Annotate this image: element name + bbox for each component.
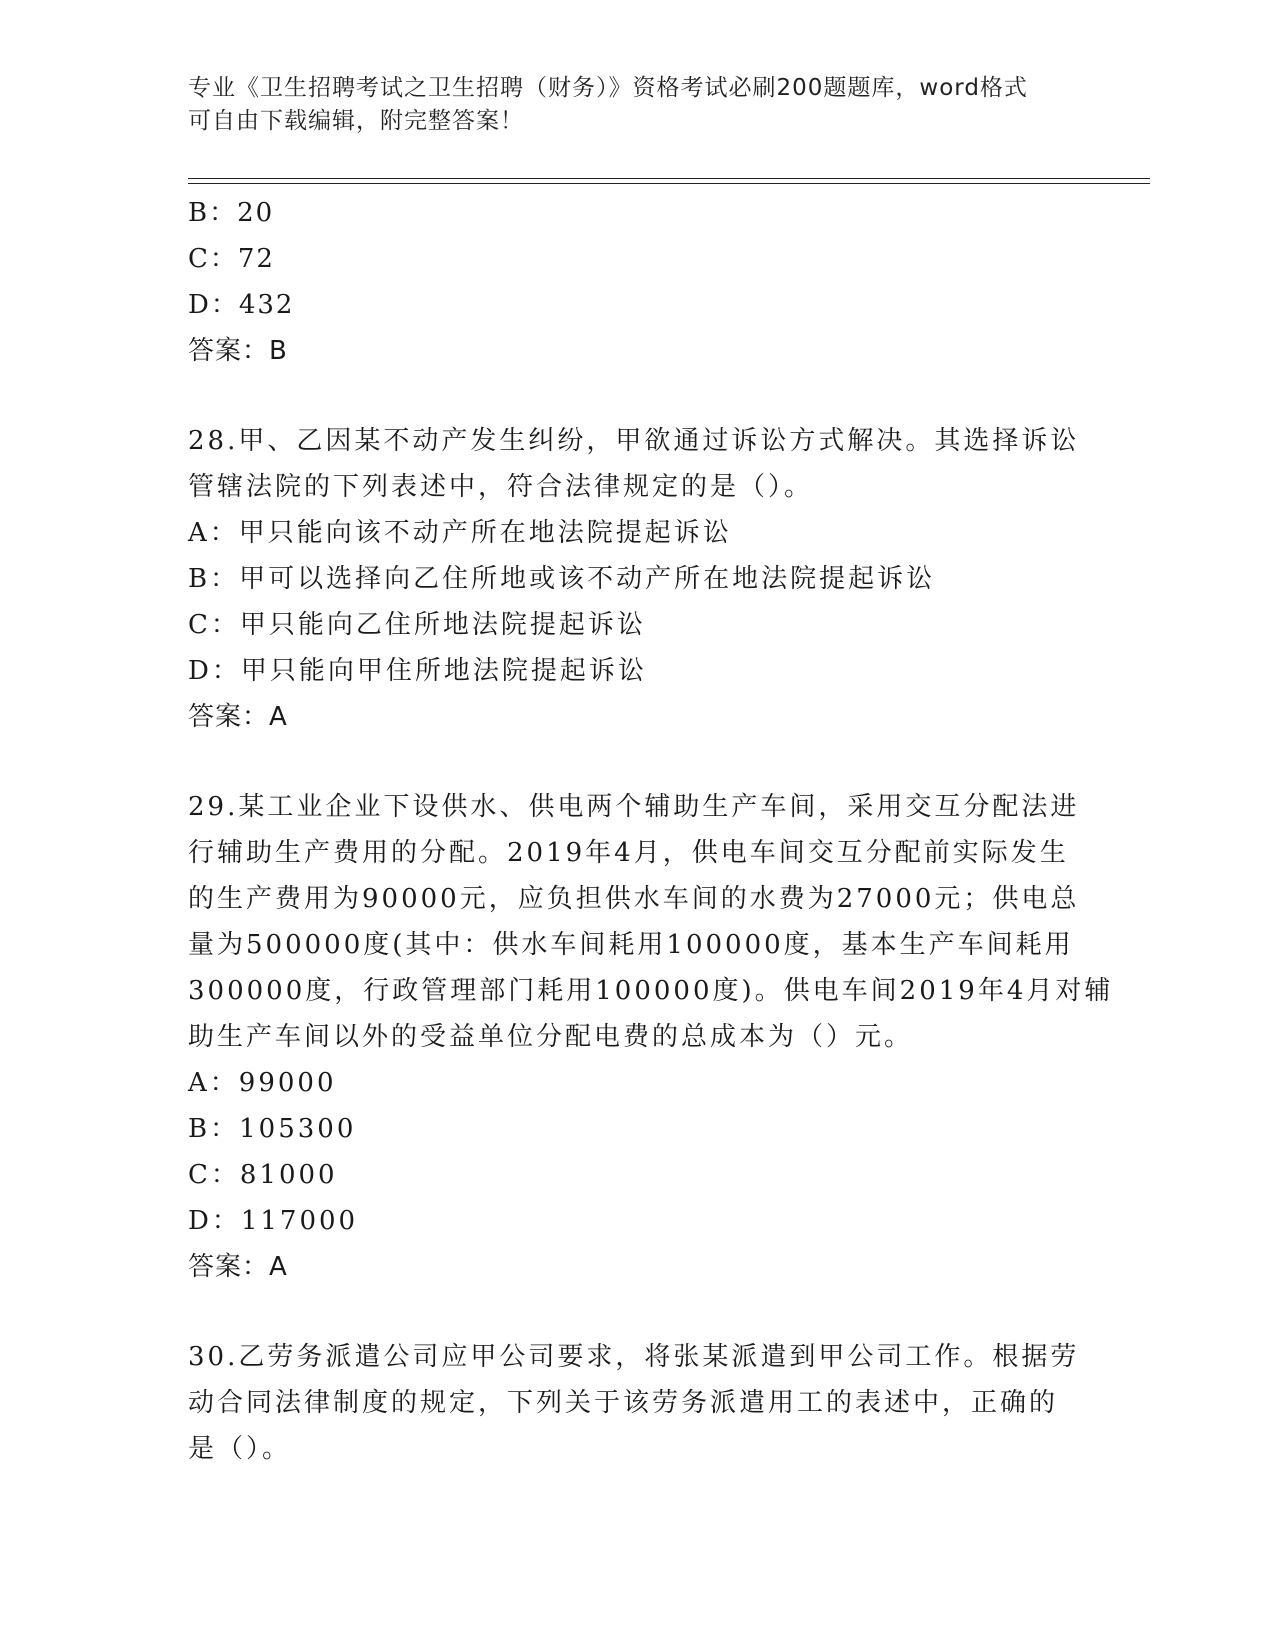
- option-d: D：甲只能向甲住所地法院提起诉讼: [188, 656, 647, 686]
- question-29: [188, 784, 1114, 1244]
- question-text-line: 量为500000度(其中：供水车间耗用100000度，基本生产车间耗用: [188, 930, 1074, 960]
- option-c: C：72: [188, 244, 275, 274]
- spacer: [188, 374, 1088, 418]
- option-d: D：117000: [188, 1206, 359, 1236]
- question-text-line: 30.乙劳务派遣公司应甲公司要求，将张某派遣到甲公司工作。根据劳: [188, 1342, 1080, 1372]
- header-divider: [188, 178, 1150, 184]
- question-text-line: 助生产车间以外的受益单位分配电费的总成本为（）元。: [188, 1022, 914, 1052]
- page-header: [188, 72, 1088, 138]
- spacer: [188, 1290, 1088, 1334]
- question-28-answer: 答案：A: [188, 702, 288, 732]
- option-d: D：432: [188, 290, 295, 320]
- question-text-line: 29.某工业企业下设供水、供电两个辅助生产车间，采用交互分配法进: [188, 792, 1080, 822]
- document-body: [188, 190, 1114, 1472]
- question-text-line: 的生产费用为90000元，应负担供水车间的水费为27000元；供电总: [188, 884, 1080, 914]
- option-c: C：81000: [188, 1160, 338, 1190]
- question-text-line: 是（）。: [188, 1434, 292, 1464]
- question-text-line: 动合同法律制度的规定，下列关于该劳务派遣用工的表述中，正确的: [188, 1388, 1059, 1418]
- option-a: A：甲只能向该不动产所在地法院提起诉讼: [188, 518, 732, 548]
- spacer: [188, 740, 1088, 784]
- question-29-answer: 答案：A: [188, 1252, 288, 1282]
- option-b: B：105300: [188, 1114, 357, 1144]
- question-text-line: 管辖法院的下列表述中，符合法律规定的是（）。: [188, 472, 814, 502]
- question-text-line: 300000度，行政管理部门耗用100000度)。供电车间2019年4月对辅: [188, 976, 1114, 1006]
- option-b: B：20: [188, 198, 275, 228]
- question-28: [188, 418, 1088, 694]
- option-a: A：99000: [188, 1068, 337, 1098]
- prev-question-answer: 答案：B: [188, 336, 288, 366]
- question-text-line: 28.甲、乙因某不动产发生纠纷，甲欲通过诉讼方式解决。其选择诉讼: [188, 426, 1080, 456]
- header-title-line-1: 专业《卫生招聘考试之卫生招聘（财务）》资格考试必刷200题题库，word格式: [188, 75, 1028, 101]
- question-text-line: 行辅助生产费用的分配。2019年4月，供电车间交互分配前实际发生: [188, 838, 1069, 868]
- header-title-line-2: 可自由下载编辑，附完整答案！: [188, 108, 524, 134]
- option-c: C：甲只能向乙住所地法院提起诉讼: [188, 610, 646, 640]
- option-b: B：甲可以选择向乙住所地或该不动产所在地法院提起诉讼: [188, 564, 936, 594]
- question-30: [188, 1334, 1088, 1472]
- prev-question-options: [188, 190, 1088, 328]
